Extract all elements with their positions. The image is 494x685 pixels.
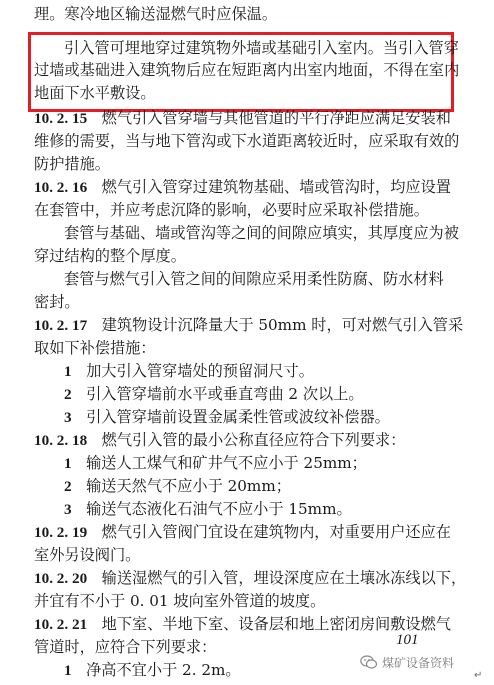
item-text: 加大引入管穿墙处的预留洞尺寸。 (86, 362, 314, 380)
item-text: 净高不宜小于 2. 2m。 (86, 661, 241, 679)
clause-text: 燃气引入管穿过建筑物基础、墙或管沟时，均应设置 (101, 178, 451, 196)
paragraph-mark: ↵ (474, 670, 483, 681)
text-line: 防护措施。 (34, 155, 110, 173)
clause-10-2-19 (34, 521, 472, 544)
item-text: 引入管穿墙前设置金属柔性管或波纹补偿器。 (86, 408, 390, 426)
item-text: 输送气态液化石油气不应小于 15mm。 (86, 500, 352, 518)
list-item (64, 498, 494, 521)
clause-10-2-16 (34, 176, 472, 199)
highlighted-text-line: 过墙或基础进入建筑物后应在短距离内出室内地面，不得在室内 (34, 61, 460, 79)
clause-number: 10. 2. 17 (34, 317, 88, 334)
item-text: 输送天然气不应小于 20mm； (86, 477, 291, 495)
text-line: 套管与燃气引入管之间的间隙应采用柔性防腐、防水材料 (64, 270, 444, 288)
watermark-text: 煤矿设备资料 (382, 655, 455, 670)
clause-10-2-20 (34, 567, 472, 590)
item-number: 1 (64, 455, 72, 472)
text-line: 室外另设阀门。 (34, 546, 141, 564)
clause-number: 10. 2. 15 (34, 110, 88, 127)
clause-number: 10. 2. 19 (34, 524, 88, 541)
list-item (64, 360, 494, 383)
highlighted-text-line: 引入管可埋地穿过建筑物外墙或基础引入室内。当引入管穿 (64, 39, 459, 57)
item-text: 引入管穿墙前水平或垂直弯曲 2 次以上。 (86, 385, 364, 403)
wechat-icon (360, 655, 378, 670)
text-line: 取如下补偿措施： (34, 339, 156, 357)
list-item (64, 452, 494, 475)
highlighted-text-line: 地面下水平敷设。 (34, 84, 156, 102)
item-number: 1 (64, 363, 72, 380)
clause-10-2-17 (34, 314, 472, 337)
text-line: 密封。 (34, 293, 80, 311)
text-line: 套管与基础、墙或管沟等之间的间隙应填实，其厚度应为被 (64, 224, 459, 242)
clause-text: 燃气引入管阀门宜设在建筑物内，对重要用户还应在 (101, 523, 451, 541)
list-item (64, 659, 364, 682)
clause-text: 地下室、半地下室、设备层和地上密闭房间敷设燃气 (101, 615, 451, 633)
clause-10-2-15 (34, 107, 472, 130)
item-number: 3 (64, 409, 72, 426)
list-item (64, 475, 494, 498)
list-item (64, 406, 494, 429)
text-line: 穿过结构的整个厚度。 (34, 247, 186, 265)
item-number: 1 (64, 662, 72, 679)
text-line: 管道时，应符合下列要求： (34, 638, 217, 656)
clause-number: 10. 2. 21 (34, 616, 88, 633)
text-line: 理。寒冷地区输送湿燃气时应保温。 (34, 5, 277, 23)
clause-text: 输送湿燃气的引入管，埋设深度应在土壤冰冻线以下， (101, 569, 467, 587)
item-number: 3 (64, 501, 72, 518)
item-text: 输送人工煤气和矿井气不应小于 25mm； (86, 454, 367, 472)
text-line: 在套管中，并应考虑沉降的影响，必要时应采取补偿措施。 (34, 201, 429, 219)
clause-number: 10. 2. 16 (34, 179, 88, 196)
clause-text: 燃气引入管穿墙与其他管道的平行净距应满足安装和 (101, 109, 451, 127)
text-line: 并宜有不小于 0. 01 坡向室外管道的坡度。 (34, 592, 326, 610)
page-number: 101 (396, 632, 419, 648)
clause-number: 10. 2. 18 (34, 432, 88, 449)
text-line: 维修的需要，当与地下管沟或下水道距离较近时，应采取有效的 (34, 132, 460, 150)
watermark (360, 652, 454, 672)
clause-text: 建筑物设计沉降量大于 50mm 时，可对燃气引入管采 (101, 316, 464, 334)
clause-number: 10. 2. 20 (34, 570, 88, 587)
item-number: 2 (64, 478, 72, 495)
clause-text: 燃气引入管的最小公称直径应符合下列要求： (101, 431, 406, 449)
item-number: 2 (64, 386, 72, 403)
list-item (64, 383, 494, 406)
clause-10-2-18 (34, 429, 472, 452)
